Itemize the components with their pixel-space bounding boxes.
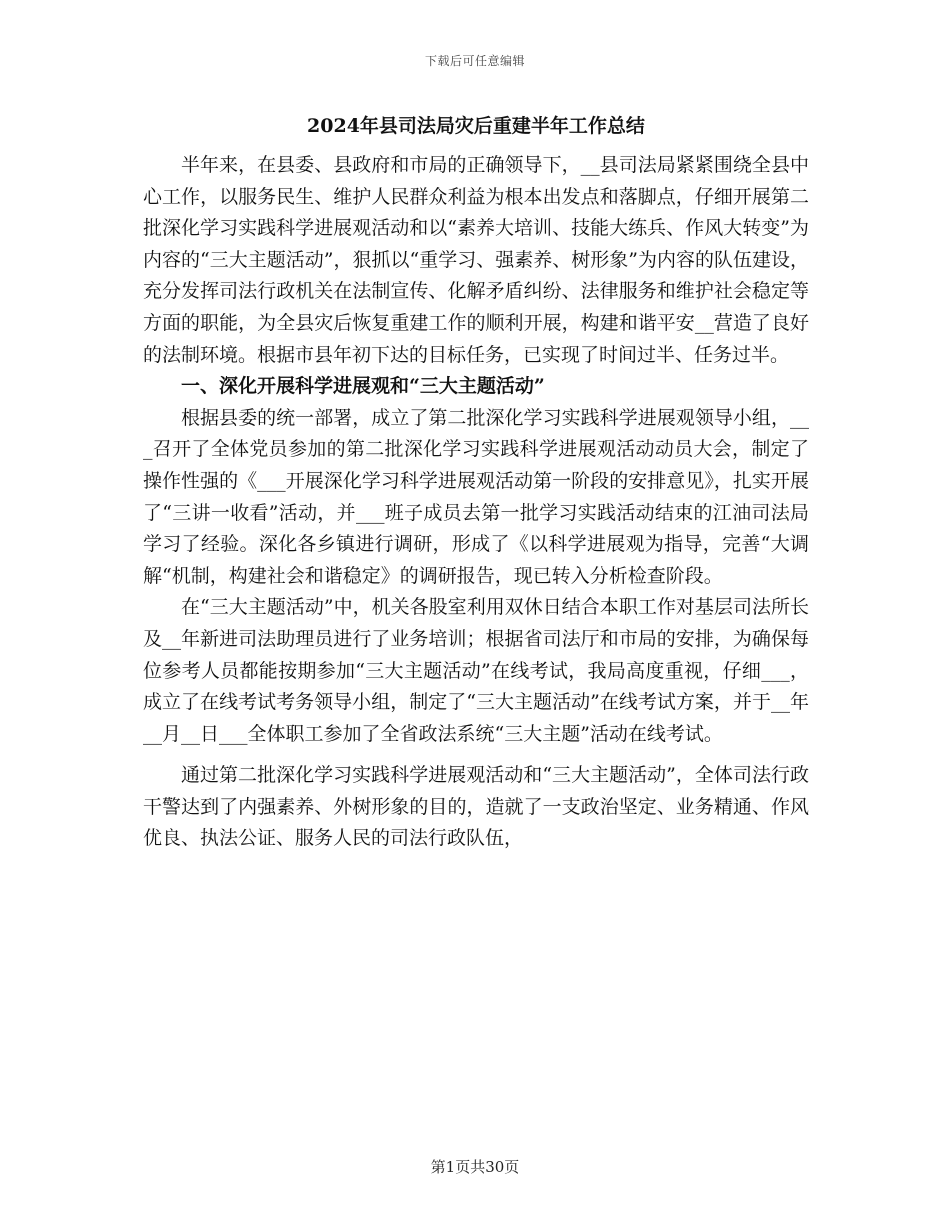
document-title: 2024年县司法局灾后重建半年工作总结 bbox=[307, 115, 645, 137]
header-note: 下载后可任意编辑 bbox=[424, 54, 525, 68]
page-footer: 第1页共30页 bbox=[430, 1158, 520, 1176]
paragraph-intro: 半年来，在县委、县政府和市局的正确领导下，__县司法局紧紧围绕全县中心工作，以服务民生、维护人民群众利益为根本出发点和落脚点，仔细开展第二批深化学习实践科学进展观活动和以“素养大培训、技能大练兵、作风大转变”为内容的“三大主题活动”，狠抓以“重学习、强素养、树形象”为内容的队伍建设，充分发挥司法行政机关在法制宣传、化解矛盾纠纷、法律服务和维护社会稳定等方面的职能，为全县灾后恢复重建工作的顺利开展，构建和谐平安__营造了良好的法制环境。根据市县年初下达的目标任务，已实现了时间过半、任务过半。 bbox=[143, 154, 809, 366]
paragraph-section1-b: 在“三大主题活动”中，机关各股室利用双休日结合本职工作对基层司法所长及__年新进司法助理员进行了业务培训；根据省司法厅和市局的安排，为确保每位参考人员都能按期参加“三大主题活动”在线考试，我局高度重视，仔细___，成立了在线考试考务领导小组，制定了“三大主题活动”在线考试方案，并于__年__月__日___全体职工参加了全省政法系统“三大主题”活动在线考试。 bbox=[143, 596, 809, 745]
document-body bbox=[143, 110, 809, 855]
paragraph-section1-c: 通过第二批深化学习实践科学进展观活动和“三大主题活动”，全体司法行政干警达到了内强素养、外树形象的目的，造就了一支政治坚定、业务精通、作风优良、执法公证、服务人民的司法行政队伍， bbox=[143, 764, 809, 850]
paragraph-section1-a: 根据县委的统一部署，成立了第二批深化学习实践科学进展观领导小组，___召开了全体党员参加的第二批深化学习实践科学进展观活动动员大会，制定了操作性强的《___开展深化学习科学进展观活动第一阶段的安排意见》，扎实开展了“三讲一收看”活动，并___班子成员去第一批学习实践活动结束的江油司法局学习了经验。深化各乡镇进行调研，形成了《以科学进展观为指导，完善“大调解“机制，构建社会和谐稳定》的调研报告，现已转入分析检查阶段。 bbox=[143, 406, 809, 587]
section-heading-1: 一、深化开展科学进展观和“三大主题活动” bbox=[181, 375, 545, 398]
